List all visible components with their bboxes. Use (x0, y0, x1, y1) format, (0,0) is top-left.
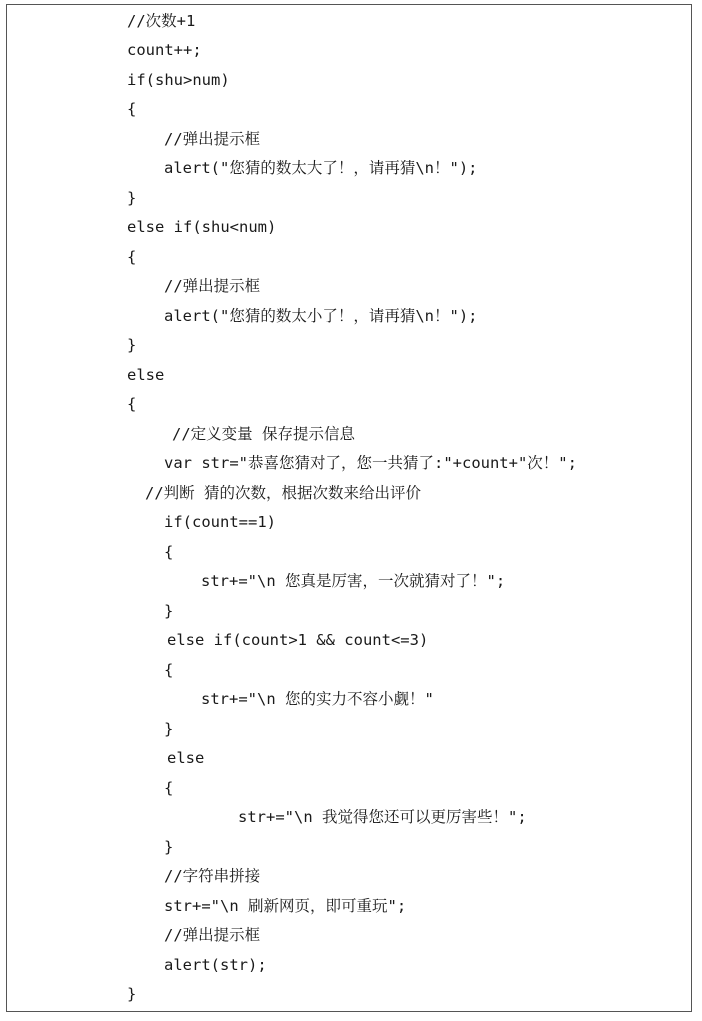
code-line-26: else (167, 749, 205, 767)
code-line-19: { (164, 543, 174, 561)
code-line-22: else if(count>1 && count<=3) (167, 631, 429, 649)
code-line-25: } (164, 720, 174, 738)
code-line-4: { (127, 100, 137, 118)
code-line-14: { (127, 395, 137, 413)
code-line-8: else if(shu<num) (127, 218, 277, 236)
code-line-12: } (127, 336, 137, 354)
code-line-29: } (164, 838, 174, 856)
code-line-21: } (164, 602, 174, 620)
code-line-23: { (164, 661, 174, 679)
code-line-27: { (164, 779, 174, 797)
code-line-34: } (127, 985, 137, 1003)
code-line-18: if(count==1) (164, 513, 276, 531)
code-frame (6, 4, 692, 1012)
code-line-15: //定义变量 保存提示信息 (172, 425, 355, 443)
code-line-9: { (127, 248, 137, 266)
code-line-31: str+="\n 刷新网页，即可重玩"; (164, 897, 407, 915)
code-line-11: alert("您猜的数太小了！，请再猜\n！"); (164, 307, 478, 325)
code-line-7: } (127, 189, 137, 207)
code-line-28: str+="\n 我觉得您还可以更厉害些！"; (238, 808, 527, 826)
code-line-33: alert(str); (164, 956, 267, 974)
code-line-1: //次数+1 (127, 12, 196, 30)
code-line-32: //弹出提示框 (164, 926, 261, 944)
code-line-30: //字符串拼接 (164, 867, 261, 885)
code-line-13: else (127, 366, 165, 384)
code-line-16: var str="恭喜您猜对了，您一共猜了:"+count+"次！"; (164, 454, 577, 472)
code-line-24: str+="\n 您的实力不容小觑！" (201, 690, 434, 708)
code-line-17: //判断 猜的次数，根据次数来给出评价 (145, 484, 421, 502)
code-line-20: str+="\n 您真是厉害，一次就猜对了！"; (201, 572, 506, 590)
code-line-2: count++; (127, 41, 202, 59)
code-line-10: //弹出提示框 (164, 277, 261, 295)
code-line-3: if(shu>num) (127, 71, 230, 89)
code-line-5: //弹出提示框 (164, 130, 261, 148)
code-line-6: alert("您猜的数太大了！，请再猜\n！"); (164, 159, 478, 177)
